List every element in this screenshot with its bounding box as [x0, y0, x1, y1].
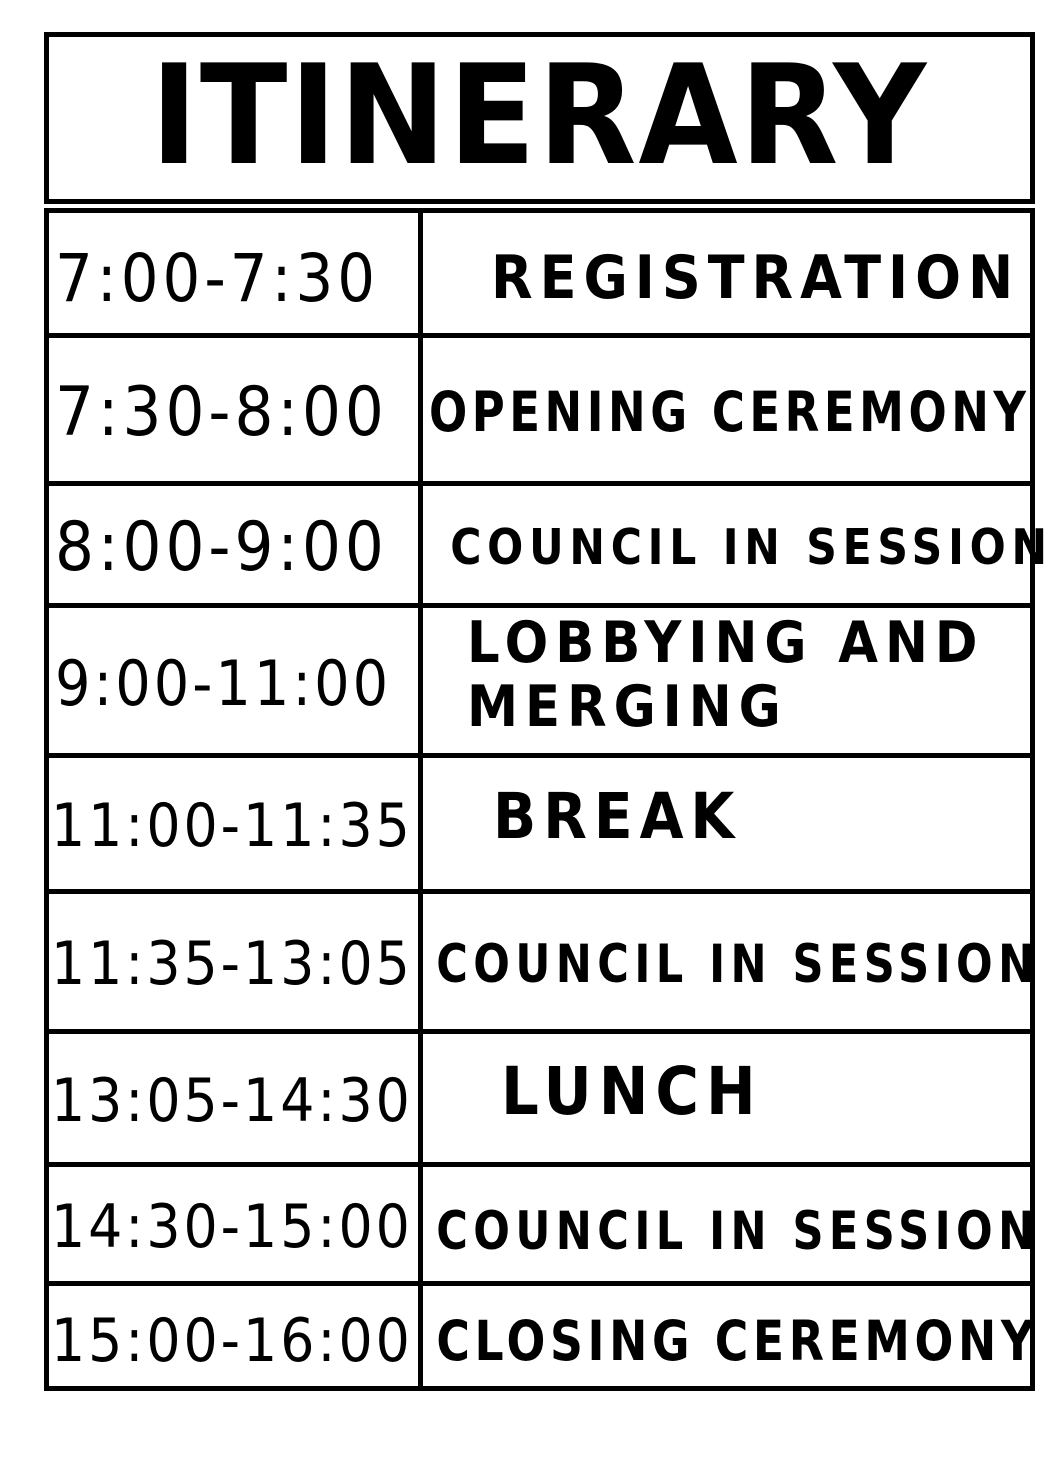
time-cell: 11:00-11:35	[51, 791, 413, 861]
row-divider	[49, 481, 1030, 486]
time-cell: 9:00-11:00	[55, 646, 392, 720]
time-cell: 13:05-14:30	[51, 1065, 413, 1136]
activity-cell: COUNCIL IN SESSION	[450, 518, 1053, 576]
title-box	[44, 32, 1035, 204]
time-cell: 11:35-13:05	[51, 929, 413, 999]
time-cell: 14:30-15:00	[51, 1191, 413, 1262]
time-cell: 15:00-16:00	[51, 1306, 413, 1376]
activity-cell: COUNCIL IN SESSION	[436, 933, 1040, 995]
activity-cell: COUNCIL IN SESSION	[436, 1201, 1040, 1262]
column-divider	[418, 213, 423, 1386]
activity-cell: CLOSING CEREMONY	[436, 1309, 1039, 1373]
row-divider	[49, 1162, 1030, 1167]
row-divider	[49, 753, 1030, 758]
time-cell: 8:00-9:00	[55, 507, 388, 587]
time-cell: 7:30-8:00	[55, 372, 388, 452]
activity-cell: LOBBYING AND MERGING	[467, 611, 985, 740]
time-cell: 7:00-7:30	[55, 239, 380, 317]
page-title: ITINERARY	[150, 35, 929, 196]
activity-cell: BREAK	[493, 779, 742, 853]
activity-cell: OPENING CEREMONY	[429, 380, 1031, 444]
activity-cell: LUNCH	[501, 1052, 763, 1130]
activity-cell: REGISTRATION	[491, 243, 1021, 313]
row-divider	[49, 889, 1030, 894]
itinerary-table	[44, 208, 1053, 1391]
row-divider	[49, 333, 1030, 338]
row-divider	[49, 603, 1030, 608]
row-divider	[49, 1029, 1030, 1034]
